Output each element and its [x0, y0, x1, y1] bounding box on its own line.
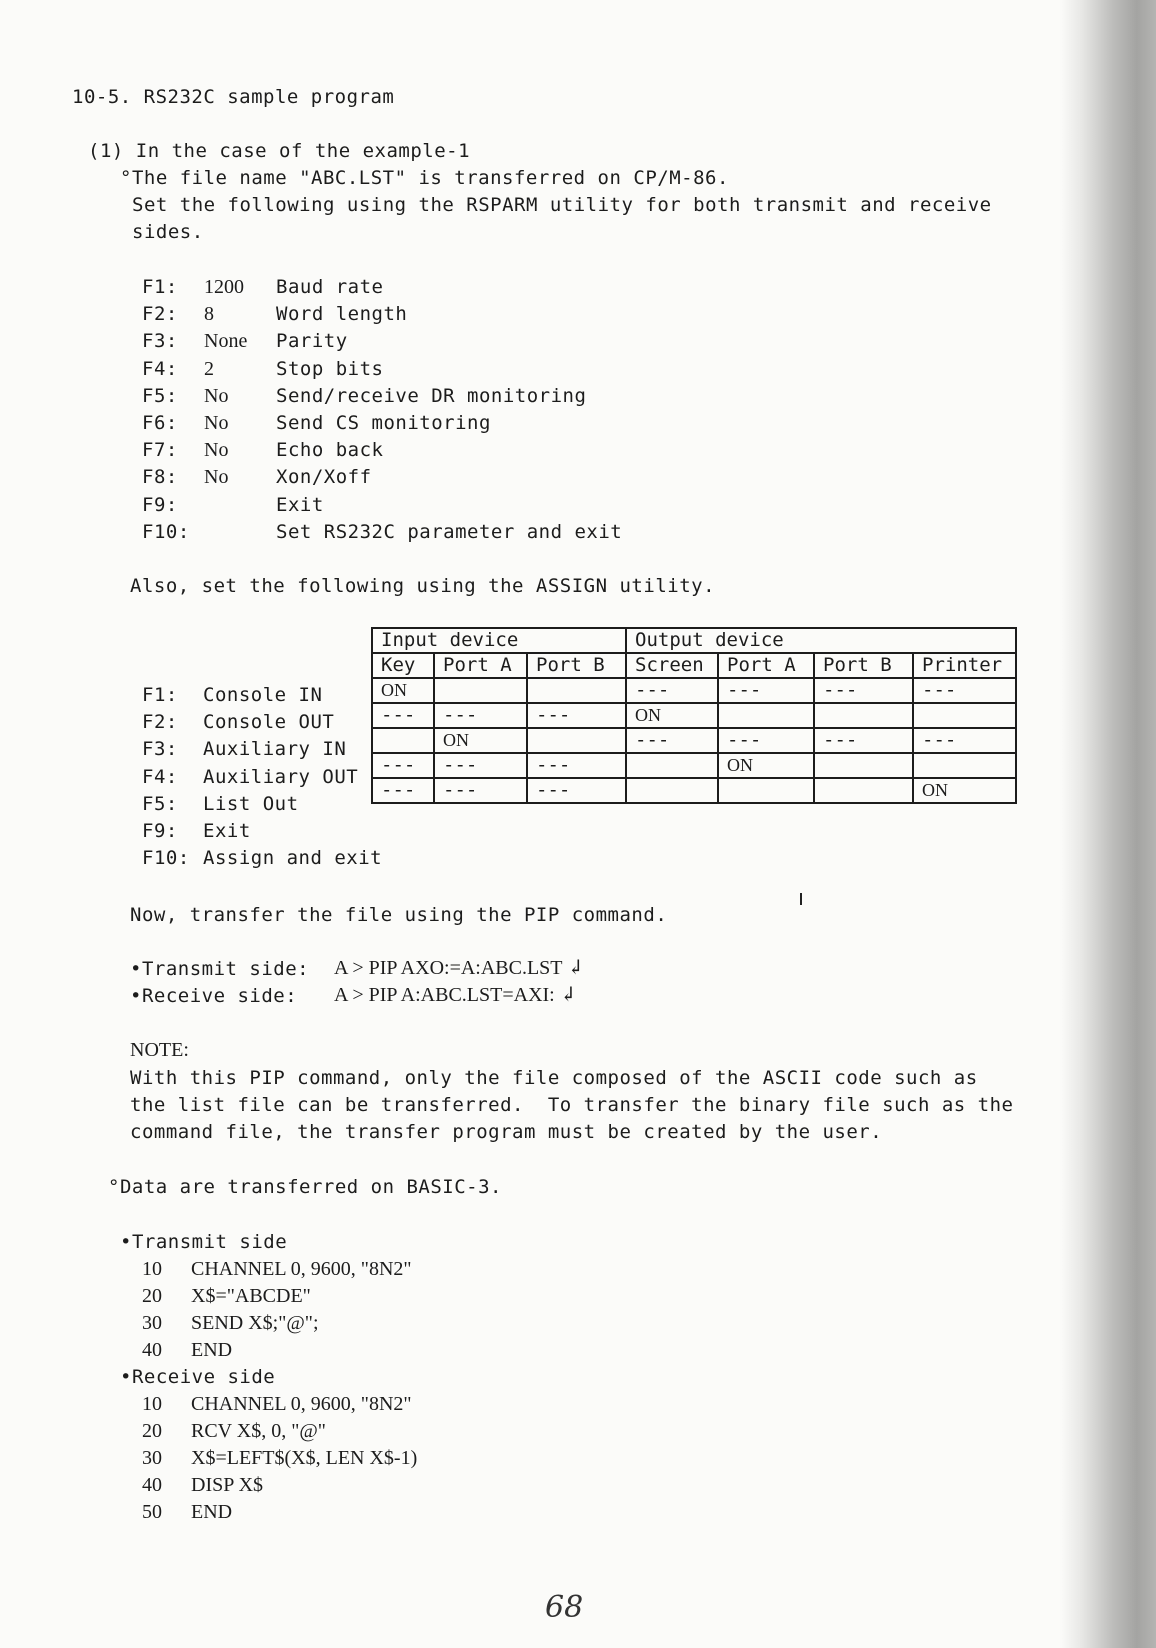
- assign-label: Auxiliary IN: [203, 738, 347, 761]
- pip-receive-label: •Receive side:: [130, 985, 298, 1007]
- code-line: X$=LEFT$(X$, LEN X$-1): [191, 1447, 418, 1469]
- pip-transmit-command: A > PIP AXO:=A:ABC.LST ↲: [334, 957, 584, 979]
- rsparm-value: No: [204, 466, 229, 489]
- table-cell: ---: [913, 678, 1016, 703]
- assign-key: F5:: [142, 792, 178, 815]
- table-cell: [718, 778, 814, 803]
- code-line: X$="ABCDE": [191, 1285, 311, 1307]
- output-device-header: Output device: [626, 628, 1016, 653]
- table-cell: ON: [718, 753, 814, 778]
- rsparm-description: Exit: [276, 493, 324, 516]
- table-cell: ---: [814, 678, 913, 703]
- table-cell: ---: [372, 753, 434, 778]
- table-row: [372, 703, 1016, 728]
- rsparm-key: F10:: [142, 520, 190, 543]
- pip-transmit-label: •Transmit side:: [130, 958, 310, 980]
- assign-key: F2:: [142, 711, 178, 734]
- table-cell: [527, 678, 626, 703]
- rsparm-key: F5:: [142, 384, 178, 407]
- table-column-header: Printer: [913, 653, 1016, 678]
- table-column-header: Port B: [814, 653, 913, 678]
- rsparm-key: F6:: [142, 412, 178, 434]
- table-column-header: Port A: [718, 653, 814, 678]
- page-binding-shadow: [1060, 0, 1156, 1648]
- table-cell: ---: [718, 678, 814, 703]
- stray-mark: [800, 893, 802, 905]
- table-cell: ---: [527, 703, 626, 728]
- table-row: [372, 728, 1016, 753]
- table-cell: ---: [434, 753, 527, 778]
- assign-key: F1:: [142, 684, 178, 706]
- code-line-number: 40: [142, 1339, 162, 1361]
- assign-key: F10:: [142, 847, 190, 870]
- page-number: 68: [545, 1590, 584, 1625]
- table-cell: [626, 778, 718, 803]
- rsparm-key: F4:: [142, 357, 178, 380]
- assign-label: Assign and exit: [203, 847, 383, 870]
- table-row: [372, 778, 1016, 803]
- assign-label: List Out: [203, 792, 299, 815]
- rsparm-value: No: [204, 439, 229, 462]
- table-cell: [814, 753, 913, 778]
- pip-receive-command: A > PIP A:ABC.LST=AXI: ↲: [334, 984, 577, 1006]
- code-line: CHANNEL 0, 9600, "8N2": [191, 1393, 412, 1415]
- code-line-number: 30: [142, 1312, 162, 1334]
- table-cell: [372, 728, 434, 753]
- table-cell: [718, 703, 814, 728]
- code-line: SEND X$;"@";: [191, 1312, 319, 1334]
- assign-label: Exit: [203, 820, 251, 842]
- assign-device-table: [371, 627, 1017, 804]
- transmit-side-label: •Transmit side: [120, 1231, 288, 1253]
- rsparm-description: Send CS monitoring: [276, 412, 491, 434]
- table-cell: ---: [434, 703, 527, 728]
- section-title: 10-5. RS232C sample program: [72, 86, 395, 108]
- table-column-header: Port A: [434, 653, 527, 678]
- case-heading: (1) In the case of the example-1: [88, 140, 471, 162]
- code-line: END: [191, 1501, 233, 1523]
- table-cell: ---: [372, 703, 434, 728]
- rsparm-key: F1:: [142, 276, 178, 298]
- table-cell: [814, 703, 913, 728]
- table-row: [372, 678, 1016, 703]
- table-cell: [913, 703, 1016, 728]
- rsparm-description: Echo back: [276, 439, 384, 462]
- case-set-line-2: sides.: [132, 221, 204, 243]
- case-set-line-1: Set the following using the RSPARM utility for both transmit and receive: [132, 194, 992, 216]
- case-bullet: °The file name "ABC.LST" is transferred on CP/M-86.: [120, 167, 729, 189]
- table-column-header: Port B: [527, 653, 626, 678]
- assign-key: F9:: [142, 820, 178, 842]
- rsparm-description: Set RS232C parameter and exit: [276, 520, 623, 543]
- assign-key: F3:: [142, 738, 178, 761]
- code-line: CHANNEL 0, 9600, "8N2": [191, 1258, 412, 1280]
- table-cell: ---: [913, 728, 1016, 753]
- code-line-number: 30: [142, 1447, 162, 1469]
- table-column-header: Screen: [626, 653, 718, 678]
- table-row: [372, 753, 1016, 778]
- table-cell: ON: [913, 778, 1016, 803]
- table-cell: [626, 753, 718, 778]
- assign-label: Console IN: [203, 684, 323, 706]
- rsparm-value: No: [204, 384, 229, 407]
- table-cell: ---: [434, 778, 527, 803]
- code-line-number: 10: [142, 1393, 162, 1415]
- rsparm-key: F2:: [142, 303, 178, 326]
- assign-label: Console OUT: [203, 711, 335, 734]
- basic-intro: °Data are transferred on BASIC-3.: [108, 1176, 502, 1198]
- rsparm-value: 2: [204, 357, 214, 380]
- rsparm-value: No: [204, 412, 229, 434]
- assign-label: Auxiliary OUT: [203, 765, 359, 788]
- table-cell: [527, 728, 626, 753]
- code-line-number: 10: [142, 1258, 162, 1280]
- note-line-1: With this PIP command, only the file composed of the ASCII code such as: [130, 1067, 978, 1089]
- rsparm-description: Word length: [276, 303, 408, 326]
- rsparm-value: 1200: [204, 276, 244, 298]
- rsparm-key: F3:: [142, 330, 178, 353]
- table-cell: ---: [718, 728, 814, 753]
- table-cell: ---: [814, 728, 913, 753]
- rsparm-description: Parity: [276, 330, 348, 353]
- table-cell: ---: [626, 678, 718, 703]
- table-cell: ON: [434, 728, 527, 753]
- rsparm-key: F8:: [142, 466, 178, 489]
- code-line: END: [191, 1339, 233, 1361]
- code-line: RCV X$, 0, "@": [191, 1420, 326, 1442]
- rsparm-value: 8: [204, 303, 214, 326]
- rsparm-key: F7:: [142, 439, 178, 462]
- rsparm-key: F9:: [142, 493, 178, 516]
- table-column-header: Key: [372, 653, 434, 678]
- code-line: DISP X$: [191, 1474, 264, 1496]
- assign-intro: Also, set the following using the ASSIGN utility.: [130, 575, 716, 597]
- note-line-2: the list file can be transferred. To transfer the binary file such as the: [130, 1094, 1014, 1116]
- input-device-header: Input device: [372, 628, 626, 653]
- table-cell: ---: [626, 728, 718, 753]
- table-cell: ON: [626, 703, 718, 728]
- pip-intro: Now, transfer the file using the PIP command.: [130, 904, 668, 926]
- code-line-number: 20: [142, 1420, 162, 1442]
- receive-side-label: •Receive side: [120, 1366, 276, 1388]
- note-line-3: command file, the transfer program must be created by the user.: [130, 1121, 883, 1143]
- table-cell: ---: [372, 778, 434, 803]
- rsparm-description: Xon/Xoff: [276, 466, 372, 489]
- table-cell: ---: [527, 753, 626, 778]
- code-line-number: 40: [142, 1474, 162, 1496]
- table-cell: [913, 753, 1016, 778]
- rsparm-description: Send/receive DR monitoring: [276, 384, 587, 407]
- table-cell: [434, 678, 527, 703]
- assign-key: F4:: [142, 765, 178, 788]
- rsparm-value: None: [204, 330, 248, 353]
- code-line-number: 20: [142, 1285, 162, 1307]
- rsparm-description: Baud rate: [276, 276, 384, 298]
- code-line-number: 50: [142, 1501, 162, 1523]
- rsparm-description: Stop bits: [276, 357, 384, 380]
- table-cell: ---: [527, 778, 626, 803]
- table-cell: [814, 778, 913, 803]
- note-label: NOTE:: [130, 1039, 189, 1061]
- table-cell: ON: [372, 678, 434, 703]
